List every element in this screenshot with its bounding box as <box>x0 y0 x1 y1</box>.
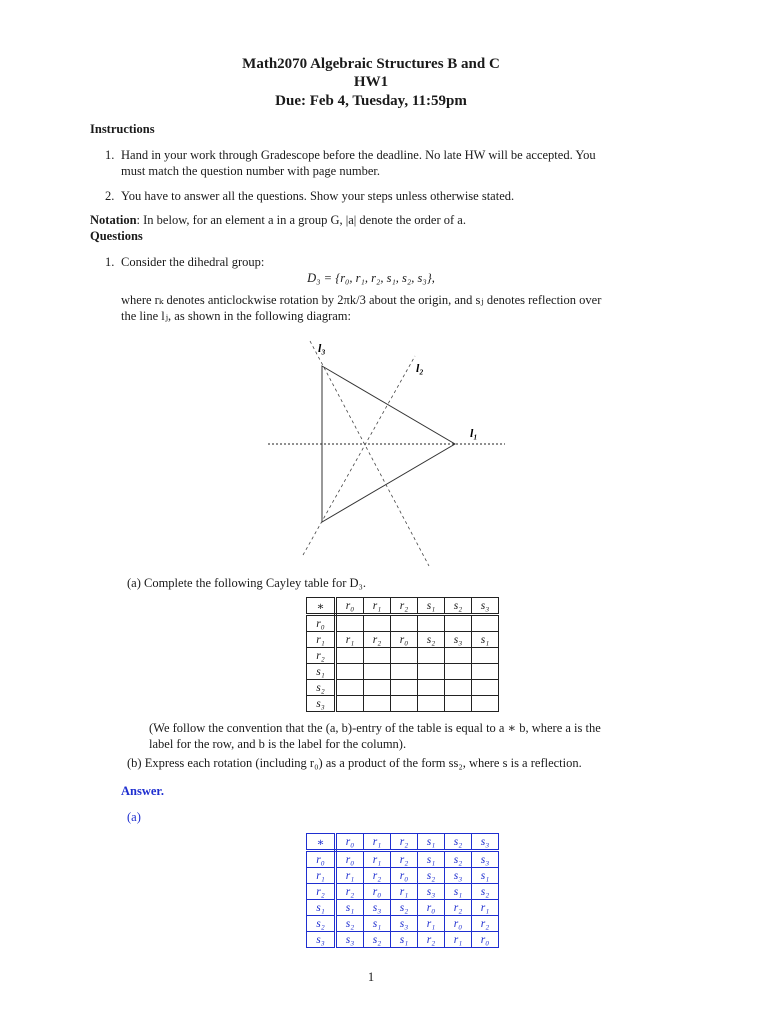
table-cell: r₂ <box>336 884 364 900</box>
row-header: s₂ <box>307 916 336 932</box>
table-cell <box>472 648 499 664</box>
table-row <box>307 632 499 648</box>
question-1-intro: Consider the dihedral group: <box>121 255 265 269</box>
table-cell <box>418 648 445 664</box>
part-b-text: (b) Express each rotation (including r₀) as a product of the form ss₂, where s is a reflection. <box>127 756 582 770</box>
row-header: s₃ <box>307 932 336 948</box>
table-cell <box>445 696 472 712</box>
table-cell: s₁ <box>418 851 445 868</box>
table-row <box>307 932 499 948</box>
column-header: r₂ <box>391 598 418 615</box>
table-cell <box>391 680 418 696</box>
table-cell: r₂ <box>364 632 391 648</box>
table-cell: r₀ <box>418 900 445 916</box>
table-cell: r₂ <box>445 900 472 916</box>
column-header: r₀ <box>336 598 364 615</box>
column-header: s₂ <box>445 598 472 615</box>
column-header: s₁ <box>418 598 445 615</box>
table-cell <box>391 664 418 680</box>
table-cell <box>336 680 364 696</box>
question-1-number: 1. <box>105 255 115 269</box>
table-cell: s₂ <box>445 851 472 868</box>
column-header: r₁ <box>364 834 391 851</box>
instruction-1-line-1: Hand in your work through Gradescope before the deadline. No late HW will be accepted. You <box>121 148 596 162</box>
table-row <box>307 868 499 884</box>
table-cell: r₀ <box>445 916 472 932</box>
table-cell: r₂ <box>391 851 418 868</box>
table-cell: r₁ <box>391 884 418 900</box>
column-header: s₃ <box>472 834 499 851</box>
table-cell: s₂ <box>391 900 418 916</box>
label-l2: l₂ <box>416 361 424 375</box>
table-cell: s₃ <box>336 932 364 948</box>
column-header: r₂ <box>391 834 418 851</box>
table-cell: r₀ <box>391 632 418 648</box>
table-row <box>307 900 499 916</box>
table-row <box>307 884 499 900</box>
table-row <box>307 916 499 932</box>
table-cell <box>445 680 472 696</box>
table-cell: s₂ <box>364 932 391 948</box>
row-header: s₃ <box>307 696 336 712</box>
table-cell: r₂ <box>472 916 499 932</box>
instructions-heading: Instructions <box>90 122 155 136</box>
column-header: s₁ <box>418 834 445 851</box>
row-header: s₁ <box>307 900 336 916</box>
table-cell: r₀ <box>472 932 499 948</box>
table-cell <box>336 615 364 632</box>
table-cell: r₁ <box>418 916 445 932</box>
table-cell: s₁ <box>364 916 391 932</box>
table-cell: s₃ <box>418 884 445 900</box>
table-cell <box>336 648 364 664</box>
table-cell: r₁ <box>472 900 499 916</box>
column-header: r₀ <box>336 834 364 851</box>
label-l3: l₃ <box>318 341 326 355</box>
table-cell <box>418 615 445 632</box>
question-1-description-line-2: the line lⱼ, as shown in the following diagram: <box>121 309 351 323</box>
table-row <box>307 648 499 664</box>
table-row <box>307 680 499 696</box>
table-cell: s₃ <box>391 916 418 932</box>
row-header: r₁ <box>307 632 336 648</box>
table-cell <box>445 648 472 664</box>
table-cell <box>472 615 499 632</box>
instruction-1-number: 1. <box>105 148 115 162</box>
instruction-1-line-2: must match the question number with page number. <box>121 164 380 178</box>
table-cell: r₁ <box>445 932 472 948</box>
table-cell: s₁ <box>391 932 418 948</box>
table-cell: s₂ <box>336 916 364 932</box>
answer-heading: Answer. <box>121 784 164 798</box>
table-cell <box>472 664 499 680</box>
table-cell: r₁ <box>336 868 364 884</box>
table-cell: s₃ <box>472 851 499 868</box>
table-cell: r₀ <box>391 868 418 884</box>
table-cell <box>418 664 445 680</box>
table-cell <box>418 696 445 712</box>
convention-line-2: label for the row, and b is the label for the column). <box>149 737 407 751</box>
title-due-date: Due: Feb 4, Tuesday, 11:59pm <box>275 93 467 109</box>
table-cell <box>336 696 364 712</box>
row-header: r₂ <box>307 648 336 664</box>
title-line-2: HW1 <box>353 74 389 90</box>
label-l1: l₁ <box>470 426 478 440</box>
part-a-text: (a) Complete the following Cayley table for D₃. <box>127 576 367 590</box>
line-l3 <box>310 341 429 566</box>
cayley-table-answer <box>306 833 499 948</box>
table-corner: ∗ <box>307 598 336 615</box>
table-cell <box>418 680 445 696</box>
table-cell <box>445 664 472 680</box>
table-row <box>307 615 499 632</box>
row-header: r₂ <box>307 884 336 900</box>
table-cell <box>472 696 499 712</box>
question-1-description-line-1: where rₖ denotes anticlockwise rotation by 2πk/3 about the origin, and sⱼ denotes reflection over <box>121 293 602 307</box>
table-corner: ∗ <box>307 834 336 851</box>
table-cell <box>364 696 391 712</box>
cayley-table-blank <box>306 597 499 712</box>
table-cell <box>364 680 391 696</box>
table-cell: r₂ <box>418 932 445 948</box>
table-cell <box>336 664 364 680</box>
title-line-1: Math2070 Algebraic Structures B and C <box>242 56 500 72</box>
line-l2 <box>303 356 415 555</box>
column-header: r₁ <box>364 598 391 615</box>
table-cell: s₃ <box>364 900 391 916</box>
table-cell: s₂ <box>418 868 445 884</box>
table-cell <box>391 615 418 632</box>
table-cell <box>364 615 391 632</box>
table-cell <box>364 648 391 664</box>
instruction-2-line-1: You have to answer all the questions. Show your steps unless otherwise stated. <box>121 189 515 203</box>
table-cell: s₁ <box>445 884 472 900</box>
table-cell <box>391 696 418 712</box>
row-header: r₁ <box>307 868 336 884</box>
table-cell <box>364 664 391 680</box>
table-cell <box>391 648 418 664</box>
notation-label: Notation <box>90 213 137 227</box>
table-row <box>307 696 499 712</box>
table-cell: r₀ <box>364 884 391 900</box>
table-cell: s₃ <box>445 632 472 648</box>
table-cell: r₀ <box>336 851 364 868</box>
row-header: r₀ <box>307 615 336 632</box>
table-cell: s₂ <box>418 632 445 648</box>
table-cell: s₃ <box>445 868 472 884</box>
row-header: s₁ <box>307 664 336 680</box>
page-number: 1 <box>367 970 375 984</box>
table-cell: r₁ <box>336 632 364 648</box>
column-header: s₂ <box>445 834 472 851</box>
table-cell <box>445 615 472 632</box>
answer-part-a: (a) <box>127 810 141 824</box>
instruction-2-number: 2. <box>105 189 115 203</box>
row-header: r₀ <box>307 851 336 868</box>
dihedral-formula: D₃ = {r₀, r₁, r₂, s₁, s₂, s₃}, <box>307 271 435 285</box>
table-row <box>307 851 499 868</box>
row-header: s₂ <box>307 680 336 696</box>
convention-line-1: (We follow the convention that the (a, b)-entry of the table is equal to a ∗ b, where a is the <box>149 721 601 735</box>
table-cell: r₁ <box>364 851 391 868</box>
column-header: s₃ <box>472 598 499 615</box>
table-cell: s₁ <box>472 868 499 884</box>
table-cell: s₁ <box>336 900 364 916</box>
notation-text: : In below, for an element a in a group G, |a| denote the order of a. <box>136 213 466 227</box>
table-cell: r₂ <box>364 868 391 884</box>
table-cell <box>472 680 499 696</box>
questions-heading: Questions <box>90 229 143 243</box>
table-cell: s₂ <box>472 884 499 900</box>
table-cell: s₁ <box>472 632 499 648</box>
table-row <box>307 664 499 680</box>
